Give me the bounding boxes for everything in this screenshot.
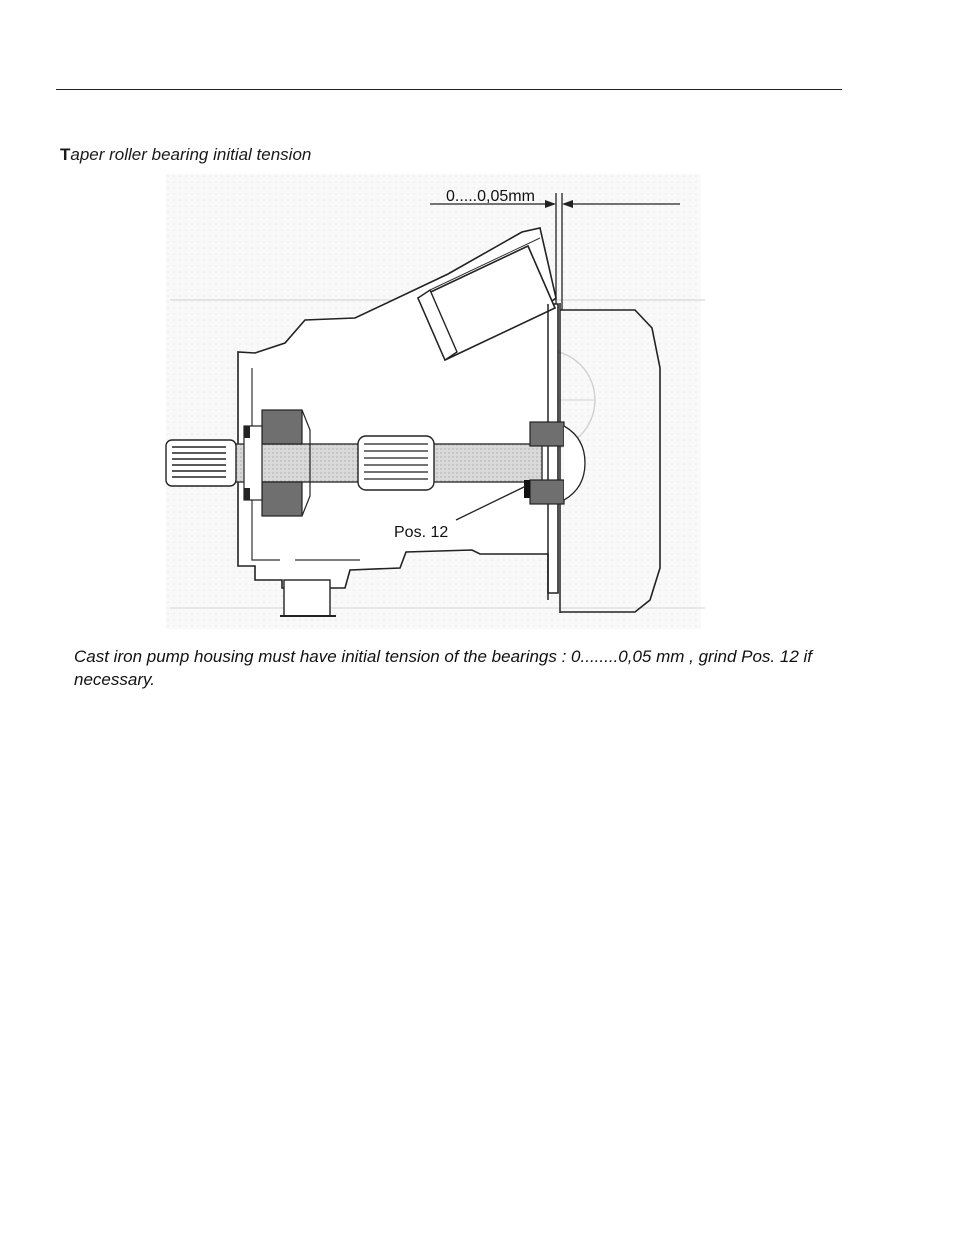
- housing-foot: [284, 580, 330, 616]
- header-rule: [56, 89, 842, 90]
- title-initial: T: [60, 145, 71, 164]
- pos-12-shim: [524, 480, 530, 498]
- dimension-label: 0.....0,05mm: [446, 188, 535, 205]
- rear-bearing-upper: [530, 422, 564, 446]
- bearing-diagram: [160, 168, 720, 638]
- rear-bearing-lower: [530, 480, 564, 504]
- figure-caption: Cast iron pump housing must have initial tension of the bearings : 0........0,05 mm , grind Pos. 12 if necessary.: [74, 647, 812, 689]
- front-bearing-lower: [262, 482, 302, 516]
- front-bearing-upper: [262, 410, 302, 444]
- pos-12-label: Pos. 12: [394, 524, 449, 541]
- front-seal-ring: [244, 488, 250, 500]
- front-seal-ring: [244, 426, 250, 438]
- title-text: aper roller bearing initial tension: [70, 145, 312, 164]
- section-title: [60, 145, 311, 165]
